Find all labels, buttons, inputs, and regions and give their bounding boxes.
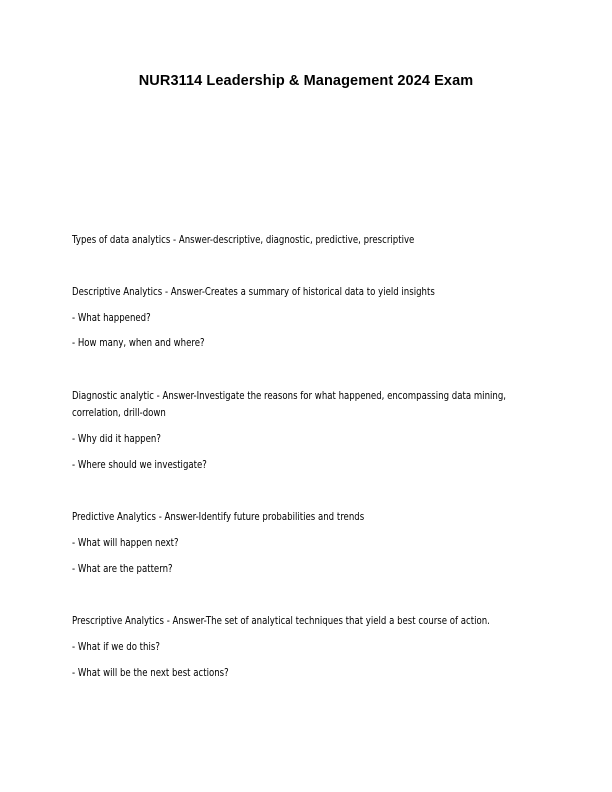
document-title: NUR3114 Leadership & Management 2024 Exam <box>138 73 474 89</box>
entry-descriptive-question: Descriptive Analytics - Answer-Creates a summary of historical data to yield insights <box>72 285 435 298</box>
entry-predictive-bullet-1: - What will happen next? <box>72 536 179 549</box>
entry-types-question: Types of data analytics - Answer-descriptive, diagnostic, predictive, prescriptive <box>72 233 415 246</box>
entry-descriptive-bullet-2: - How many, when and where? <box>72 336 205 349</box>
entry-diagnostic-question: Diagnostic analytic - Answer-Investigate the reasons for what happened, encompassing data mining, correlation, drill-down <box>72 389 507 419</box>
entry-diagnostic-bullet-1: - Why did it happen? <box>72 432 161 445</box>
entry-prescriptive-question: Prescriptive Analytics - Answer-The set of analytical techniques that yield a best course of action. <box>72 614 490 627</box>
entry-predictive-question: Predictive Analytics - Answer-Identify future probabilities and trends <box>72 510 365 523</box>
entry-predictive-bullet-2: - What are the pattern? <box>72 562 173 575</box>
entry-descriptive-bullet-1: - What happened? <box>72 311 151 324</box>
entry-prescriptive-bullet-1: - What if we do this? <box>72 640 160 653</box>
entry-prescriptive-bullet-2: - What will be the next best actions? <box>72 666 229 679</box>
entry-diagnostic-bullet-2: - Where should we investigate? <box>72 458 207 471</box>
